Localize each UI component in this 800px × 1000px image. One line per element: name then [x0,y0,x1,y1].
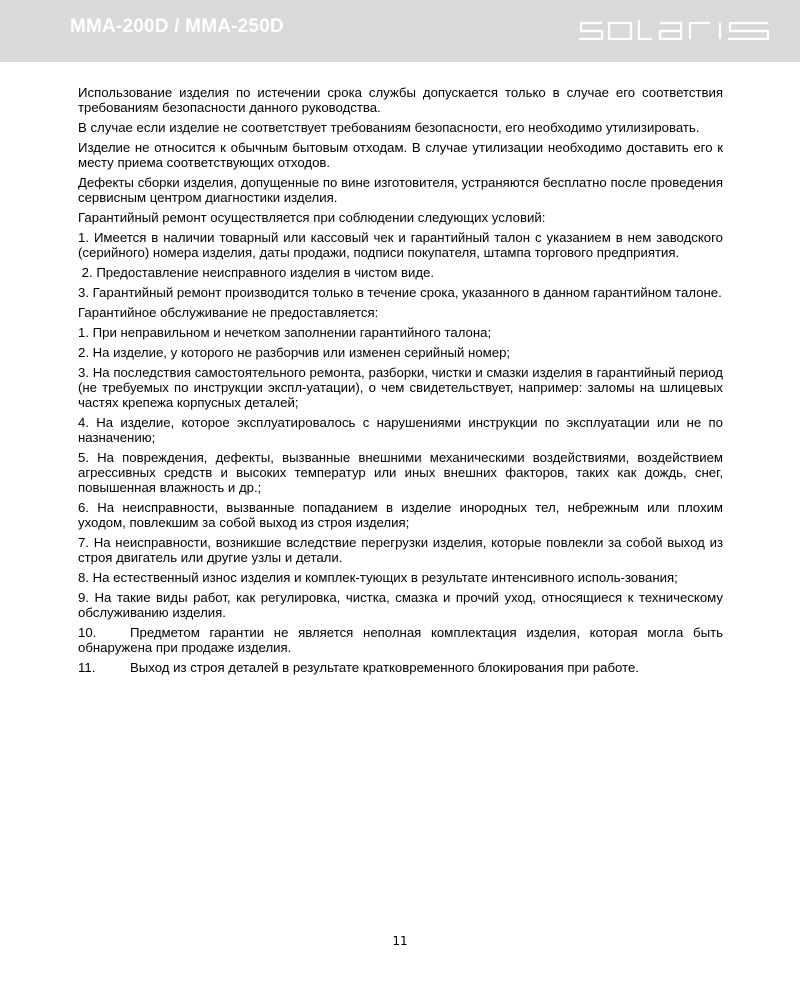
item-text: Предметом гарантии не является неполная комплектация изделия, которая могла быть обнаружена при продаже изделия. [78,625,723,655]
paragraph: Дефекты сборки изделия, допущенные по вине изготовителя, устраняются бесплатно после проведения сервисным центром диагностики изделия. [78,175,723,205]
item-number: 11. [78,660,96,675]
list-item: 7. На неисправности, возникшие вследствие перегрузки изделия, которые повлекли за собой выход из строя двигатель или другие узлы и детали. [78,535,723,565]
paragraph: Использование изделия по истечении срока службы допускается только в случае его соответствия требованиям безопасности данного руководства. [78,85,723,115]
list-item: 6. На неисправности, вызванные попаданием в изделие инородных тел, небрежным или плохим уходом, повлекшим за собой выход из строя изделия; [78,500,723,530]
list-item: 1. Имеется в наличии товарный или кассовый чек и гарантийный талон с указанием в нем заводского (серийного) номера изделия, даты продажи, подписи покупателя, штампа торгового предприятия. [78,230,723,260]
list-item: 4. На изделие, которое эксплуатировалось с нарушениями инструкции по эксплуатации или не по назначению; [78,415,723,445]
list-item [78,660,723,675]
list-item: 5. На повреждения, дефекты, вызванные внешними механическими воздействиями, воздействием агрессивных средств и высоких температур или иных внешних факторов, таких как дождь, снег, повышенная влажность и др.; [78,450,723,495]
list-item: 9. На такие виды работ, как регулировка, чистка, смазка и прочий уход, относящиеся к техническому обслуживанию изделия. [78,590,723,620]
list-item [78,625,723,655]
page-header [0,0,800,62]
page-number: 11 [392,934,408,948]
paragraph: Гарантийный ремонт осуществляется при соблюдении следующих условий: [78,210,546,225]
solaris-logo [578,19,770,43]
list-item: 3. На последствия самостоятельного ремонта, разборки, чистки и смазки изделия в гарантийный период (не требуемых по инструкции экспл-уатации), о чем свидетельствует, например: заломы на шлицевых частях крепежа корпусных деталей; [78,365,723,410]
paragraph: Изделие не относится к обычным бытовым отходам. В случае утилизации необходимо доставить его к месту приема соответствующих отходов. [78,140,723,170]
list-item: 3. Гарантийный ремонт производится только в течение срока, указанного в данном гарантийном талоне. [78,285,722,300]
list-item: 8. На естественный износ изделия и комплек-тующих в результате интенсивного исполь-зования; [78,570,678,585]
list-item: 2. Предоставление неисправного изделия в чистом виде. [78,265,435,280]
document-body [78,85,723,680]
list-item: 1. При неправильном и нечетком заполнении гарантийного талона; [78,325,492,340]
list-item: 2. На изделие, у которого не разборчив или изменен серийный номер; [78,345,511,360]
paragraph: В случае если изделие не соответствует требованиям безопасности, его необходимо утилизировать. [78,120,700,135]
item-number: 10. [78,625,97,640]
model-title: MMA-200D / MMA-250D [70,16,284,37]
item-text: Выход из строя деталей в результате кратковременного блокирования при работе. [130,660,639,675]
paragraph: Гарантийное обслуживание не предоставляется: [78,305,379,320]
